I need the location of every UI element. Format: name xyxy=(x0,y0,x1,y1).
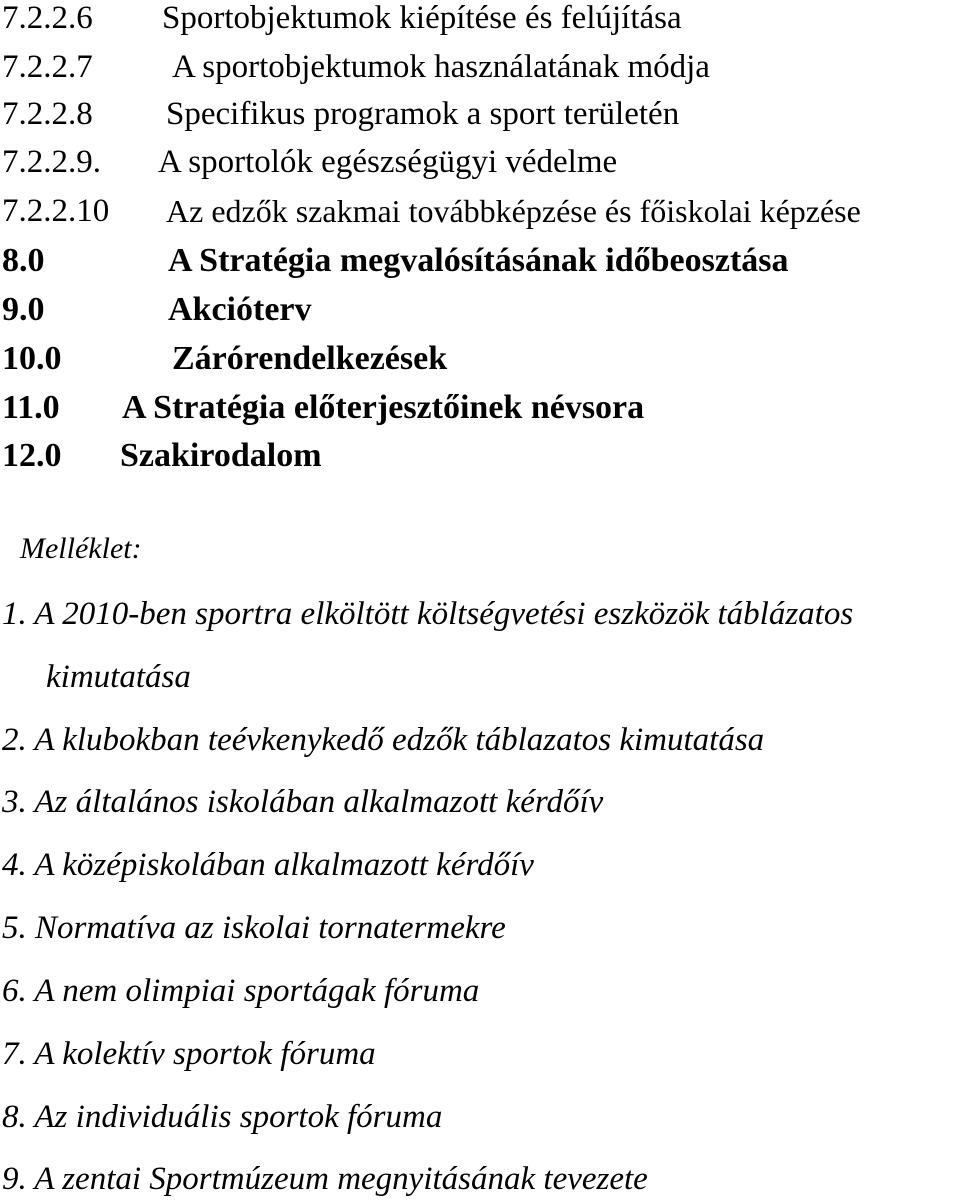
toc-main-number: 12.0 xyxy=(2,437,62,474)
toc-main-title: Akcióterv xyxy=(168,291,312,328)
toc-sub-number: 7.2.2.8 xyxy=(2,96,93,132)
toc-sub-title: Specifikus programok a sport területén xyxy=(166,96,680,132)
toc-sub-number: 7.2.2.10 xyxy=(2,193,110,229)
toc-main-item xyxy=(2,342,960,380)
toc-main-number: 9.0 xyxy=(2,291,45,328)
toc-sub-item xyxy=(2,51,960,87)
toc-main-title: A Stratégia előterjesztőinek névsora xyxy=(122,389,645,426)
toc-main-item xyxy=(2,244,960,282)
toc-sub-item xyxy=(2,2,960,38)
appendix-item: 6. A nem olimpiai sportágak fóruma xyxy=(2,973,480,1009)
toc-main-item xyxy=(2,391,960,429)
appendix-item: 8. Az individuális sportok fóruma xyxy=(2,1099,443,1135)
appendix-heading: Melléklet: xyxy=(20,532,142,565)
toc-main-number: 8.0 xyxy=(2,242,45,279)
appendix-item: 1. A 2010-ben sportra elköltött költségvetési eszközök táblázatos xyxy=(2,596,854,632)
appendix-item: 7. A kolektív sportok fóruma xyxy=(2,1036,376,1072)
toc-sub-number: 7.2.2.9. xyxy=(2,144,101,180)
toc-sub-item xyxy=(2,195,960,231)
toc-sub-title: Sportobjektumok kiépítése és felújítása xyxy=(162,0,682,36)
toc-main-item xyxy=(2,439,960,477)
toc-main-title: A Stratégia megvalósításának időbeosztása xyxy=(168,242,789,279)
toc-main-number: 10.0 xyxy=(2,340,62,377)
toc-sub-number: 7.2.2.7 xyxy=(2,49,93,85)
toc-sub-item xyxy=(2,98,960,134)
toc-sub-item xyxy=(2,146,960,182)
appendix-item: 9. A zentai Sportmúzeum megnyitásának tevezete xyxy=(2,1161,648,1197)
toc-sub-number: 7.2.2.6 xyxy=(2,0,93,36)
appendix-item: kimutatása xyxy=(46,659,191,695)
appendix-item: 4. A középiskolában alkalmazott kérdőív xyxy=(2,847,534,883)
appendix-item: 2. A klubokban teévkenykedő edzők táblazatos kimutatása xyxy=(2,722,765,758)
appendix-item: 3. Az általános iskolában alkalmazott kérdőív xyxy=(2,784,604,820)
toc-sub-title: A sportobjektumok használatának módja xyxy=(172,49,710,85)
toc-main-title: Szakirodalom xyxy=(120,437,322,474)
toc-main-title: Zárórendelkezések xyxy=(172,340,448,377)
toc-main-item xyxy=(2,293,960,331)
toc-main-number: 11.0 xyxy=(2,389,60,426)
toc-sub-title: A sportolók egészségügyi védelme xyxy=(158,144,618,180)
toc-sub-title: Az edzők szakmai továbbképzése és főiskolai képzése xyxy=(166,193,861,229)
appendix-item: 5. Normatíva az iskolai tornatermekre xyxy=(2,910,506,946)
